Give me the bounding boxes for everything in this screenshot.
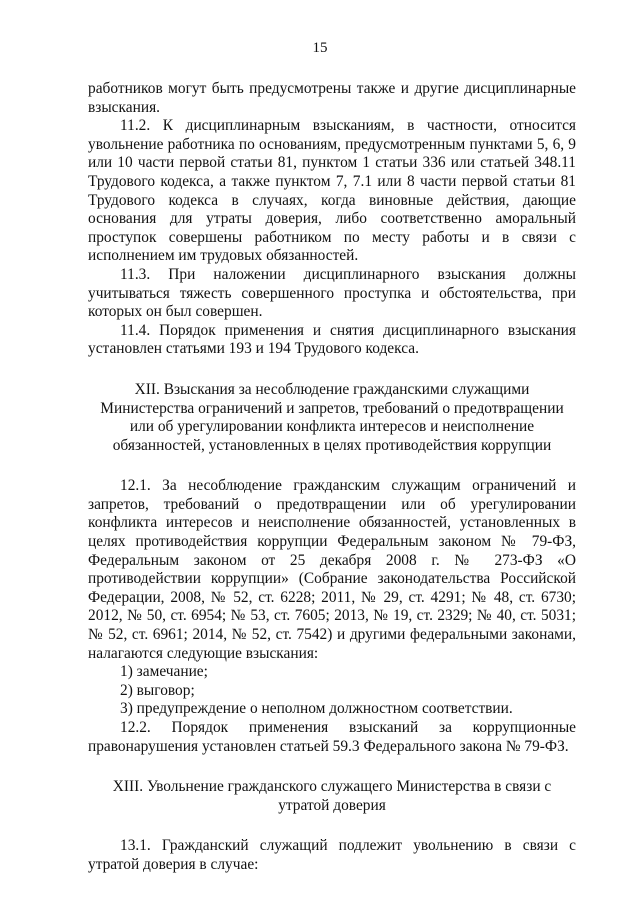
section-12-heading: XII. Взыскания за несоблюдение гражданскими служащими Министерства ограничений и запретов, требований о предотвращении или об урегулировании конфликта интересов и неисполнение обязанностей, установленных в целях противодействия коррупции — [100, 380, 564, 454]
paragraph-11-2: 11.2. К дисциплинарным взысканиям, в частности, относится увольнение работника по основаниям, предусмотренным пунктами 5, 6, 9 или 10 части первой статьи 81, пунктом 1 статьи 336 или статьей 348.11 Трудового кодекса, а также пунктом 7, 7.1 или 8 части первой статьи 81 Трудового кодекса в случаях, когда виновные действия, дающие основания для утраты доверия, либо соответственно аморальный проступок совершены работником по месту работы и в связи с исполнением им трудовых обязанностей. — [88, 117, 576, 265]
list-item: 3) предупреждение о неполном должностном соответствии. — [120, 700, 513, 718]
paragraph-12-2: 12.2. Порядок применения взысканий за коррупционные правонарушения установлен статьей 59.3 Федерального закона № 79-ФЗ. — [88, 719, 576, 755]
document-body — [88, 80, 576, 875]
spacer — [88, 455, 576, 477]
paragraph-13-1: 13.1. Гражданский служащий подлежит увольнению в связи с утратой доверия в случае: — [88, 837, 576, 873]
section-13-heading: XIII. Увольнение гражданского служащего Министерства в связи с утратой доверия — [112, 778, 552, 814]
spacer — [88, 359, 576, 381]
paragraph-11-3: 11.3. При наложении дисциплинарного взыскания должны учитываться тяжесть совершенного проступка и обстоятельства, при которых он был совершен. — [88, 265, 576, 321]
list-item: 2) выговор; — [120, 681, 195, 699]
paragraph-12-1: 12.1. За несоблюдение гражданским служащим ограничений и запретов, требований о предотвращении или об урегулировании конфликта интересов и неисполнение обязанностей, установленных в целях противодействия коррупции Федеральным законом № 79-ФЗ, Федеральным законом от 25 декабря 2008 г. № 273-ФЗ «О противодействии коррупции» (Собрание законодательства Российской Федерации, 2008, № 52, ст. 6228; 2011, № 29, ст. 4291; № 48, ст. 6730; 2012, № 50, ст. 6954; № 53, ст. 7605; 2013, № 19, ст. 2329; № 40, ст. 5031; № 52, ст. 6961; 2014, № 52, ст. 7542) и другими федеральными законами, налагаются следующие взыскания: — [88, 477, 576, 662]
paragraph-11-4: 11.4. Порядок применения и снятия дисциплинарного взыскания установлен статьями 193 и 194 Трудового кодекса. — [88, 321, 576, 358]
page-number: 15 — [312, 40, 328, 56]
spacer — [88, 815, 576, 837]
spacer — [88, 756, 576, 778]
paragraph-continuation: работников могут быть предусмотрены также и другие дисциплинарные взыскания. — [88, 80, 576, 116]
list-item: 1) замечание; — [120, 663, 208, 681]
